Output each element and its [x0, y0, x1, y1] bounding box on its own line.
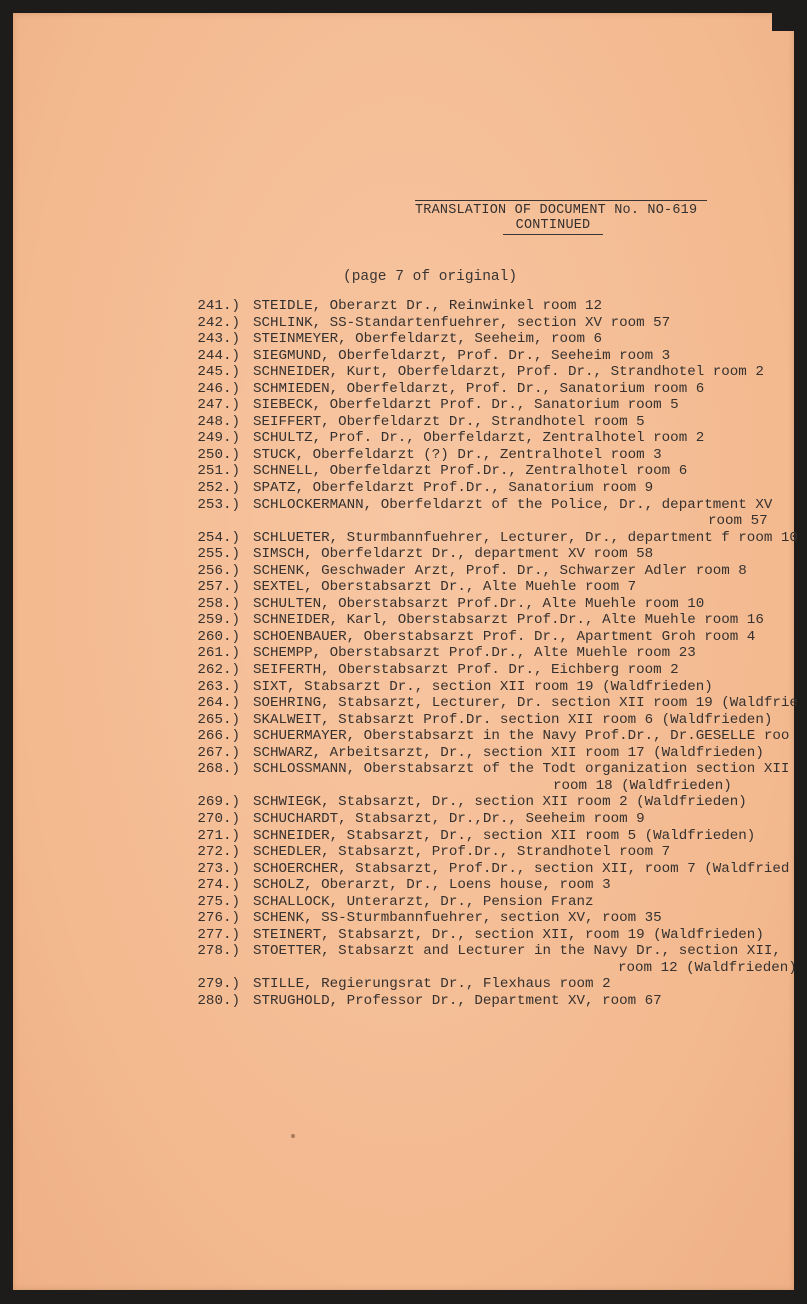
entry-number: 262.) — [197, 662, 240, 679]
entry-text: SCHUERMAYER, Oberstabsarzt in the Navy Prof.Dr., Dr.GESELLE roo — [253, 728, 790, 745]
entry-text: SCHOENBAUER, Oberstabsarzt Prof. Dr., Apartment Groh room 4 — [253, 628, 756, 645]
entry-row — [163, 712, 803, 729]
entry-text: SCHMIEDEN, Oberfeldarzt, Prof. Dr., Sanatorium room 6 — [253, 380, 705, 397]
entry-number: 273.) — [197, 860, 240, 877]
entry-number — [163, 513, 240, 530]
entry-number: 267.) — [197, 744, 240, 761]
entry-number: 260.) — [197, 628, 240, 645]
entry-number: 263.) — [197, 678, 240, 695]
page-reference: (page 7 of original) — [343, 269, 518, 285]
entry-row — [163, 546, 803, 563]
entry-number: 269.) — [197, 794, 240, 811]
entry-row — [163, 828, 803, 845]
entry-list — [163, 298, 803, 1010]
entry-row — [163, 315, 803, 332]
entry-number: 250.) — [197, 446, 240, 463]
entry-row — [163, 612, 803, 629]
entry-number: 247.) — [197, 397, 240, 414]
entry-number: 278.) — [197, 943, 240, 960]
entry-text: SCHWARZ, Arbeitsarzt, Dr., section XII room 17 (Waldfrieden) — [253, 744, 764, 761]
entry-number: 277.) — [197, 926, 240, 943]
entry-number: 256.) — [197, 562, 240, 579]
entry-continuation — [163, 960, 803, 977]
entry-text: SCHULTEN, Oberstabsarzt Prof.Dr., Alte Muehle room 10 — [253, 595, 705, 612]
entry-text: SCHENK, Geschwader Arzt, Prof. Dr., Schwarzer Adler room 8 — [253, 562, 747, 579]
entry-row — [163, 993, 803, 1010]
entry-number: 271.) — [197, 827, 240, 844]
entry-text: SIMSCH, Oberfeldarzt Dr., department XV room 58 — [253, 546, 654, 563]
entry-text: room 57 — [708, 513, 768, 530]
entry-number: 259.) — [197, 612, 240, 629]
entry-text: SCHLINK, SS-Standartenfuehrer, section XV room 57 — [253, 314, 671, 331]
entry-text: room 12 (Waldfrieden) — [618, 959, 797, 976]
entry-text: SOEHRING, Stabsarzt, Lecturer, Dr. section XII room 19 (Waldfrie — [253, 695, 798, 712]
punch-mark — [291, 1134, 295, 1138]
heading-continued: CONTINUED — [515, 218, 591, 233]
entry-text: STEINERT, Stabsarzt, Dr., section XII, room 19 (Waldfrieden) — [253, 926, 764, 943]
entry-number: 258.) — [197, 595, 240, 612]
entry-row — [163, 596, 803, 613]
entry-row — [163, 679, 803, 696]
entry-text: SCHEMPP, Oberstabsarzt Prof.Dr., Alte Muehle room 23 — [253, 645, 696, 662]
entry-text: SCHULTZ, Prof. Dr., Oberfeldarzt, Zentralhotel room 2 — [253, 430, 705, 447]
entry-text: SCHEDLER, Stabsarzt, Prof.Dr., Strandhotel room 7 — [253, 844, 671, 861]
entry-continuation — [163, 778, 803, 795]
entry-text: SPATZ, Oberfeldarzt Prof.Dr., Sanatorium room 9 — [253, 480, 654, 497]
entry-text: room 18 (Waldfrieden) — [553, 777, 732, 794]
entry-row — [163, 877, 803, 894]
entry-text: SCHLUETER, Sturmbannfuehrer, Lecturer, Dr., department f room 10 — [253, 529, 798, 546]
entry-number: 264.) — [197, 695, 240, 712]
entry-row — [163, 348, 803, 365]
entry-row — [163, 447, 803, 464]
entry-text: SCHLOCKERMANN, Oberfeldarzt of the Police, Dr., department XV — [253, 496, 773, 513]
entry-row — [163, 645, 803, 662]
entry-text: SCHUCHARDT, Stabsarzt, Dr.,Dr., Seeheim room 9 — [253, 810, 645, 827]
entry-text: SCHNEIDER, Stabsarzt, Dr., section XII room 5 (Waldfrieden) — [253, 827, 756, 844]
entry-number: 276.) — [197, 910, 240, 927]
entry-text: SCHLOSSMANN, Oberstabsarzt of the Todt organization section XII — [253, 761, 790, 778]
entry-number: 257.) — [197, 579, 240, 596]
entry-row — [163, 530, 803, 547]
entry-row — [163, 728, 803, 745]
entry-row — [163, 811, 803, 828]
entry-text: SCHOERCHER, Stabsarzt, Prof.Dr., section XII, room 7 (Waldfried — [253, 860, 790, 877]
entry-number: 252.) — [197, 480, 240, 497]
entry-row — [163, 430, 803, 447]
entry-number: 270.) — [197, 810, 240, 827]
entry-number: 275.) — [197, 893, 240, 910]
document-page — [13, 13, 798, 1290]
entry-row — [163, 298, 803, 315]
entry-row — [163, 745, 803, 762]
entry-text: SCHALLOCK, Unterarzt, Dr., Pension Franz — [253, 893, 594, 910]
entry-row — [163, 579, 803, 596]
entry-number: 241.) — [197, 298, 240, 314]
entry-number: 253.) — [197, 496, 240, 513]
entry-number: 274.) — [197, 877, 240, 894]
heading-bottom-rule — [503, 234, 603, 235]
entry-number: 249.) — [197, 430, 240, 447]
entry-number: 244.) — [197, 347, 240, 364]
entry-number: 261.) — [197, 645, 240, 662]
entry-row — [163, 662, 803, 679]
entry-text: SCHENK, SS-Sturmbannfuehrer, section XV, room 35 — [253, 910, 662, 927]
entry-text: SIEBECK, Oberfeldarzt Prof. Dr., Sanatorium room 5 — [253, 397, 679, 414]
entry-number: 265.) — [197, 711, 240, 728]
entry-number: 246.) — [197, 380, 240, 397]
entry-number: 245.) — [197, 364, 240, 381]
entry-text: SEIFFERT, Oberfeldarzt Dr., Strandhotel room 5 — [253, 413, 645, 430]
entry-text: SCHNEIDER, Kurt, Oberfeldarzt, Prof. Dr., Strandhotel room 2 — [253, 364, 764, 381]
entry-row — [163, 364, 803, 381]
entry-text: STRUGHOLD, Professor Dr., Department XV, room 67 — [253, 992, 662, 1009]
entry-row — [163, 331, 803, 348]
entry-number: 268.) — [197, 761, 240, 778]
entry-row — [163, 910, 803, 927]
entry-row — [163, 629, 803, 646]
entry-number: 266.) — [197, 728, 240, 745]
entry-number — [163, 778, 240, 795]
entry-row — [163, 695, 803, 712]
entry-text: SCHNEIDER, Karl, Oberstabsarzt Prof.Dr., Alte Muehle room 16 — [253, 612, 764, 629]
entry-number: 248.) — [197, 413, 240, 430]
entry-row — [163, 563, 803, 580]
page-corner-shadow — [772, 13, 794, 31]
entry-row — [163, 794, 803, 811]
entry-row — [163, 463, 803, 480]
entry-text: SIXT, Stabsarzt Dr., section XII room 19 (Waldfrieden) — [253, 678, 713, 695]
entry-text: SEIFERTH, Oberstabsarzt Prof. Dr., Eichberg room 2 — [253, 662, 679, 679]
entry-row — [163, 497, 803, 514]
entry-row — [163, 976, 803, 993]
entry-text: SCHWIEGK, Stabsarzt, Dr., section XII room 2 (Waldfrieden) — [253, 794, 747, 811]
entry-continuation — [163, 513, 803, 530]
entry-text: SCHNELL, Oberfeldarzt Prof.Dr., Zentralhotel room 6 — [253, 463, 688, 480]
entry-text: STEIDLE, Oberarzt Dr., Reinwinkel room 12 — [253, 298, 603, 314]
entry-row — [163, 414, 803, 431]
entry-number: 251.) — [197, 463, 240, 480]
entry-text: STOETTER, Stabsarzt and Lecturer in the Navy Dr., section XII, — [253, 943, 781, 960]
entry-number: 272.) — [197, 844, 240, 861]
entry-row — [163, 397, 803, 414]
entry-row — [163, 861, 803, 878]
entry-number: 279.) — [197, 976, 240, 993]
entry-number: 254.) — [197, 529, 240, 546]
entry-row — [163, 943, 803, 960]
entry-row — [163, 761, 803, 778]
entry-text: STILLE, Regierungsrat Dr., Flexhaus room 2 — [253, 976, 611, 993]
entry-row — [163, 894, 803, 911]
entry-text: SCHOLZ, Oberarzt, Dr., Loens house, room 3 — [253, 877, 611, 894]
entry-number: 243.) — [197, 331, 240, 348]
entry-row — [163, 927, 803, 944]
entry-row — [163, 844, 803, 861]
document-heading — [415, 200, 707, 235]
entry-number: 242.) — [197, 314, 240, 331]
entry-text: SEXTEL, Oberstabsarzt Dr., Alte Muehle room 7 — [253, 579, 637, 596]
entry-text: SKALWEIT, Stabsarzt Prof.Dr. section XII room 6 (Waldfrieden) — [253, 711, 773, 728]
entry-row — [163, 381, 803, 398]
heading-top-rule — [415, 200, 707, 201]
entry-row — [163, 480, 803, 497]
entry-text: STEINMEYER, Oberfeldarzt, Seeheim, room 6 — [253, 331, 603, 348]
entry-number: 255.) — [197, 546, 240, 563]
entry-number: 280.) — [197, 992, 240, 1009]
entry-text: STUCK, Oberfeldarzt (?) Dr., Zentralhotel room 3 — [253, 446, 662, 463]
entry-text: SIEGMUND, Oberfeldarzt, Prof. Dr., Seeheim room 3 — [253, 347, 671, 364]
entry-number — [163, 960, 240, 977]
heading-title: TRANSLATION OF DOCUMENT No. NO-619 — [415, 203, 698, 218]
